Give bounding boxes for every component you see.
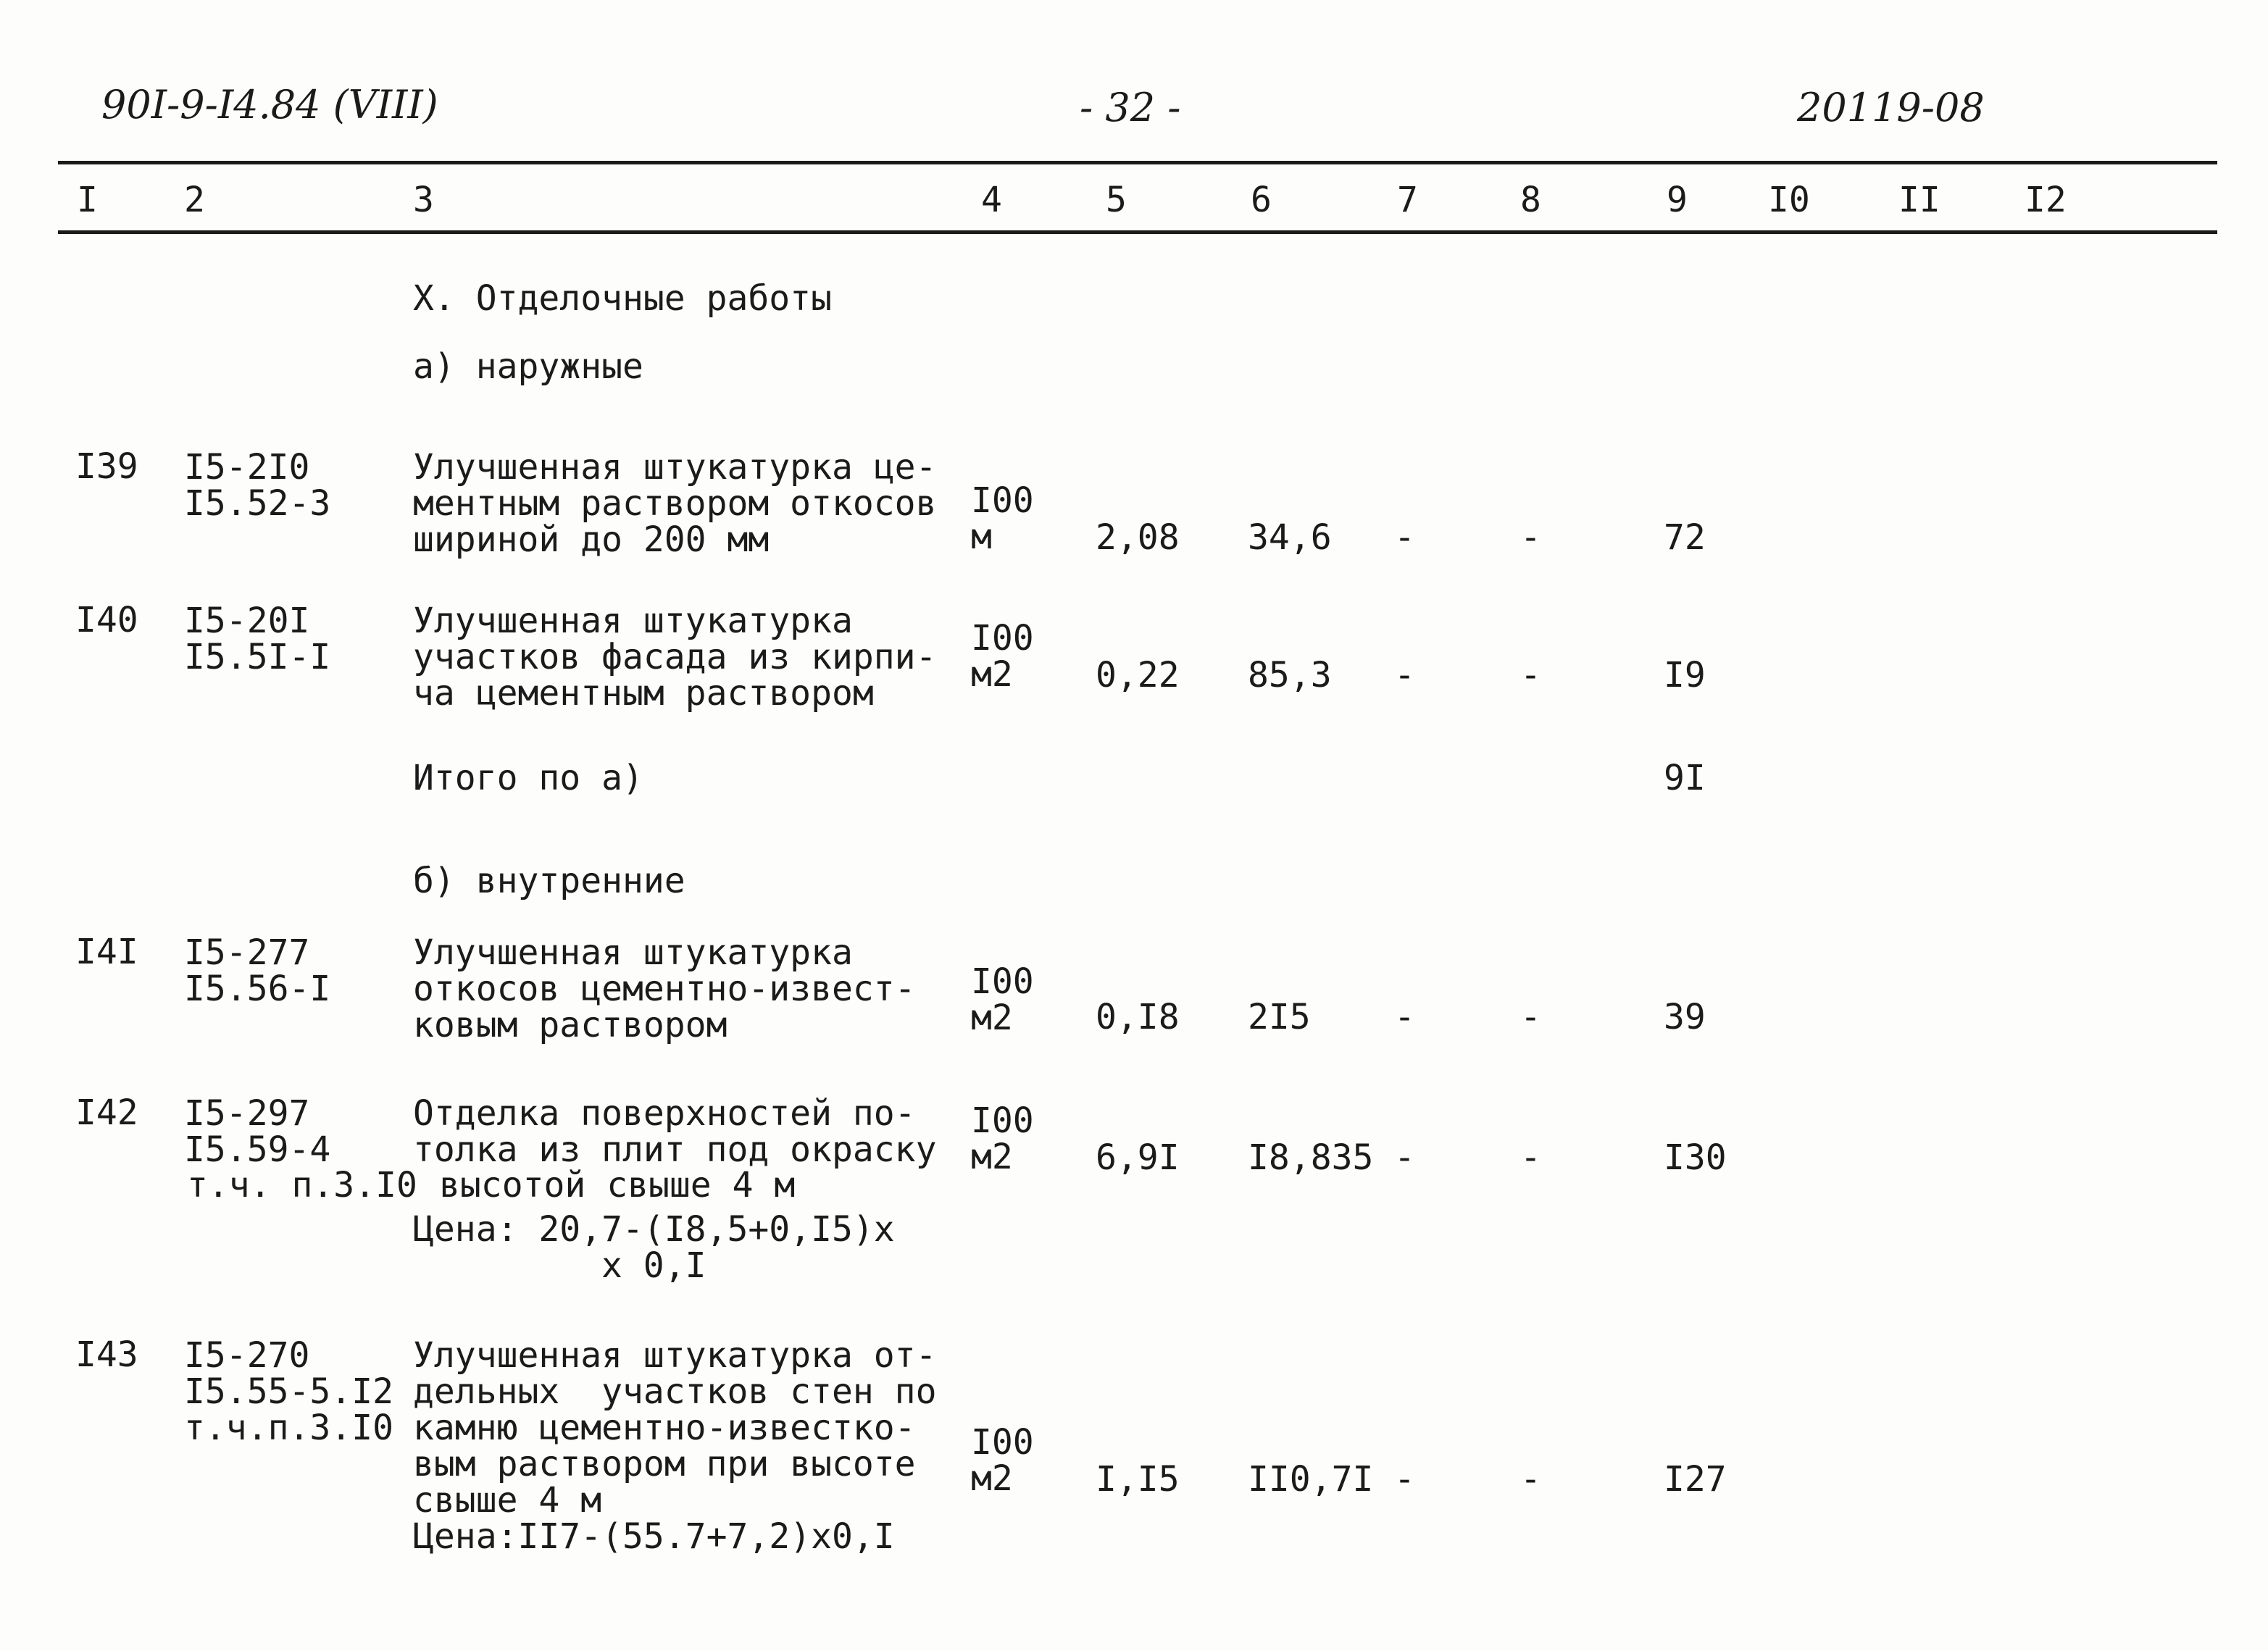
col-header-8: 8 [1520,180,1541,220]
row-col8: - [1520,517,1541,558]
row-description: Отделка поверхностей по- толка из плит под окраску [413,1093,937,1170]
row-codes: I5-277 I5.56-I [184,932,331,1009]
row-description: Улучшенная штукатурка от- дельных участков стен по камню цементно-известко- вым раствором при высоте свыше 4 м Цена:II7-(55.7+7,2)x0,I [413,1335,937,1557]
row-unit-price: I8,835 [1248,1137,1374,1178]
subsection-a-title: а) наружные [413,346,643,387]
row-price-formula: Цена: 20,7-(I8,5+0,I5)x x 0,I [413,1209,895,1286]
row-quantity: 0,22 [1096,655,1180,695]
row-col7: - [1394,655,1415,695]
page-number: - 32 - [1080,85,1181,130]
col-header-7: 7 [1397,180,1418,220]
col-header-4: 4 [981,180,1002,220]
row-col8: - [1520,1459,1541,1500]
row-description: Улучшенная штукатурка откосов цементно-извест- ковым раствором [413,932,916,1045]
row-col7: - [1394,997,1415,1037]
row-col7: - [1394,1137,1415,1178]
row-number: I39 [75,446,138,487]
row-unit: I00 м2 [971,961,1034,1038]
row-description: Улучшенная штукатурка це- ментным раствором откосов шириной до 200 мм [413,447,937,560]
row-total: I30 [1664,1137,1727,1178]
document-code: 90I-9-I4.84 (VIII) [101,82,438,128]
row-unit: I00 м2 [971,1422,1034,1499]
row-codes: I5-297 I5.59-4 [184,1093,331,1170]
row-codes: I5-2I0 I5.52-3 [184,447,331,524]
row-unit-price: 85,3 [1248,655,1332,695]
row-unit: I00 м2 [971,618,1034,695]
row-unit: I00 м2 [971,1100,1034,1177]
col-header-6: 6 [1251,180,1272,220]
col-header-3: 3 [413,180,434,220]
row-total: 72 [1664,517,1706,558]
row-quantity: 2,08 [1096,517,1180,558]
row-unit: I00 м [971,480,1034,557]
row-number: I40 [75,600,138,640]
row-code-note: т.ч. п.3.I0 [187,1165,417,1205]
row-total: I27 [1664,1459,1727,1500]
col-header-12: I2 [2025,180,2067,220]
row-quantity: 6,9I [1096,1137,1180,1178]
col-header-5: 5 [1106,180,1127,220]
row-col8: - [1520,997,1541,1037]
col-header-11: II [1898,180,1940,220]
row-col8: - [1520,655,1541,695]
col-header-9: 9 [1667,180,1688,220]
row-codes: I5-20I I5.5I-I [184,601,331,677]
row-quantity: I,I5 [1096,1459,1180,1500]
row-total: I9 [1664,655,1706,695]
row-unit-price: II0,7I [1248,1459,1374,1500]
row-unit-price: 2I5 [1248,997,1311,1037]
row-total: 39 [1664,997,1706,1037]
row-number: I4I [75,932,138,972]
row-quantity: 0,I8 [1096,997,1180,1037]
section-title: X. Отделочные работы [413,278,832,319]
row-number: I42 [75,1092,138,1133]
row-col7: - [1394,517,1415,558]
subtotal-a-value: 9I [1664,758,1706,798]
row-number: I43 [75,1334,138,1375]
row-col7: - [1394,1459,1415,1500]
col-header-1: I [77,180,98,220]
header-top-rule [58,161,2217,164]
row-col8: - [1520,1137,1541,1178]
subsection-b-title: б) внутренние [413,861,685,901]
row-description: Улучшенная штукатурка участков фасада из кирпи- ча цементным раствором [413,601,937,714]
col-header-10: I0 [1768,180,1810,220]
row-description-cont: высотой свыше 4 м [439,1165,796,1205]
row-codes: I5-270 I5.55-5.I2 т.ч.п.3.I0 [184,1335,393,1448]
col-header-2: 2 [184,180,205,220]
row-unit-price: 34,6 [1248,517,1332,558]
subtotal-a-label: Итого по а) [413,758,643,798]
archive-number: 20119-08 [1797,85,1985,130]
header-bottom-rule [58,230,2217,234]
